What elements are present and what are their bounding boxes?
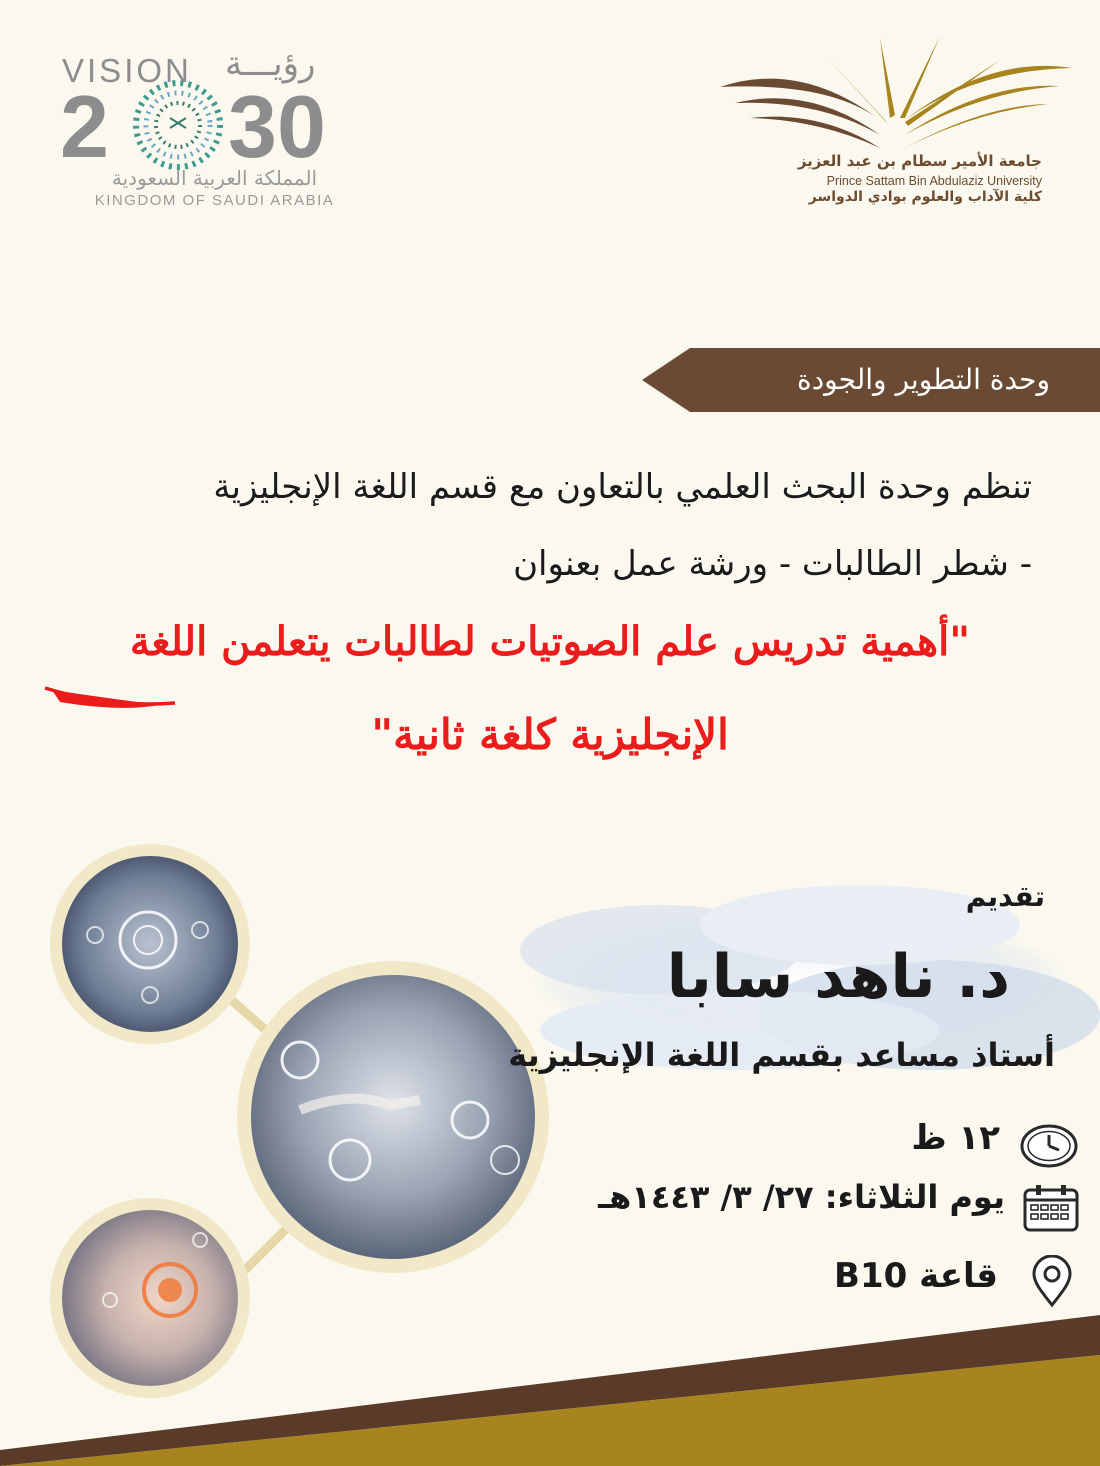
vision-word-arabic: رؤيـــة [225,44,316,84]
clock-icon [1018,1122,1080,1170]
intro-line-2: - شطر الطالبات - ورشة عمل بعنوان [513,544,1032,584]
vision-year-right: 30 [228,77,326,176]
event-time: ١٢ ظ [911,1118,1000,1158]
intro-line-1: تنظم وحدة البحث العلمي بالتعاون مع قسم اللغة الإنجليزية [213,467,1032,507]
kingdom-name-arabic: المملكة العربية السعودية [111,166,318,190]
kingdom-name-english: KINGDOM OF SAUDI ARABIA [94,192,335,209]
photo-circle-people [50,1198,250,1398]
workshop-title-line-1: "أهمية تدريس علم الصوتيات لطالبات يتعلمن اللغة [129,618,971,665]
event-date: يوم الثلاثاء: ٢٧/ ٣/ ١٤٤٣هـ [598,1178,1005,1216]
photo-circle-tech [50,844,250,1044]
presenter-name: د. ناهد سابا [666,942,1010,1012]
workshop-title-line-2: الإنجليزية كلغة ثانية" [371,710,729,759]
university-book-icon [720,36,1072,148]
vision-emblem-icon [136,83,220,167]
college-name-arabic: كلية الآداب والعلوم بوادي الدواسر [808,189,1042,205]
university-name-arabic: جامعة الأمير سطام بن عبد العزيز [797,152,1042,170]
event-room: قاعة B10 [834,1256,998,1296]
vision-year-left: 2 [60,77,109,176]
unit-banner-label: وحدة التطوير والجودة [797,363,1050,396]
presented-by-label: تقديم [965,880,1045,913]
location-pin-icon [1030,1255,1074,1309]
vision-word: VISION [62,52,192,89]
university-name-english: Prince Sattam Bin Abdulaziz University [826,174,1042,188]
calendar-icon [1022,1183,1080,1233]
photo-circle-handshake [237,961,549,1273]
presenter-title: أستاذ مساعد بقسم اللغة الإنجليزية [508,1036,1055,1074]
